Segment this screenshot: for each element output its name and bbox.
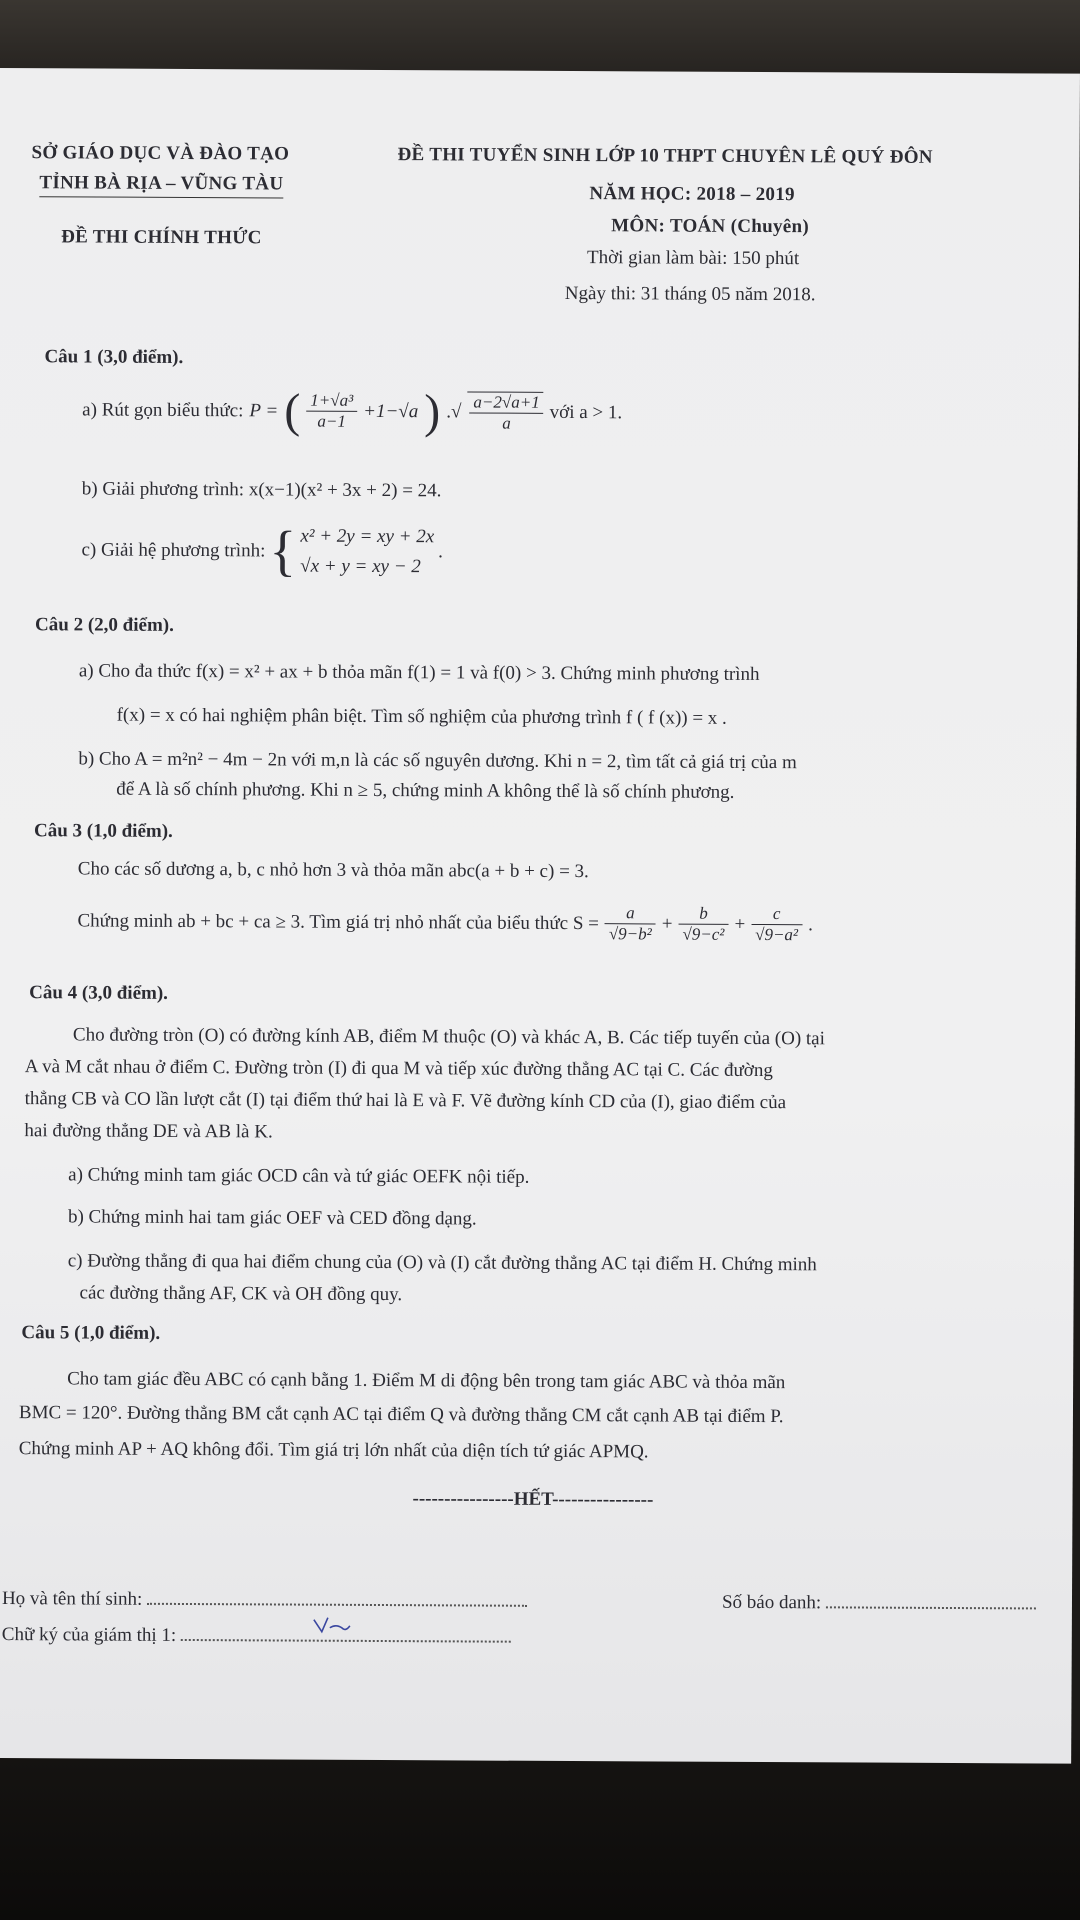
q1-title: Câu 1 (3,0 điểm).	[44, 346, 184, 368]
q1-a-P: P =	[249, 399, 279, 421]
left-paren: (	[284, 384, 301, 438]
q3-f2-num: b	[679, 904, 729, 925]
q4-title: Câu 4 (3,0 điểm).	[29, 982, 169, 1004]
supervisor-sig-label: Chữ ký của giám thị 1:	[1, 1624, 177, 1646]
q1-c-eq2: √x + y = xy − 2	[300, 555, 421, 578]
q5-p2: BMC = 120°. Đường thẳng BM cắt cạnh AC tại điểm Q và đường thẳng CM cắt cạnh AB tại điểm P.	[18, 1402, 784, 1428]
q3-frac1	[605, 903, 656, 944]
q4-a: a) Chứng minh tam giác OCD cân và tứ giác OEFK nội tiếp.	[68, 1164, 530, 1188]
q3-f2-den: √9−c²	[682, 924, 725, 944]
exam-title: ĐỀ THI TUYỂN SINH LỚP 10 THPT CHUYÊN LÊ QUÝ ĐÔN	[397, 144, 933, 168]
candidate-name-label: Họ và tên thí sinh:	[1, 1588, 143, 1610]
dept-line1: SỞ GIÁO DỤC VÀ ĐÀO TẠO	[31, 142, 290, 165]
q1-a-sqrt-num: a−2√a+1	[469, 392, 543, 413]
q4-p2: A và M cắt nhau ở điểm C. Đường tròn (I) đi qua M và tiếp xúc đường thẳng AC tại C. Các đường	[24, 1056, 773, 1082]
duration: Thời gian làm bài: 150 phút	[586, 247, 800, 270]
q5-title: Câu 5 (1,0 điểm).	[21, 1322, 161, 1344]
candidate-number-row	[722, 1592, 1036, 1616]
q4-p3: thẳng CB và CO lần lượt cắt (I) tại điểm thứ hai là E và F. Vẽ đường kính CD của (I), giao điểm của	[24, 1088, 787, 1114]
q3-line2-text: Chứng minh ab + bc + ca ≥ 3. Tìm giá trị nhỏ nhất của biểu thức S =	[77, 909, 599, 934]
q1-a: a) Rút gọn biểu thức: P = ( $\frac{\text{1+√a³}}{a-1}$ +1−√a ) .√ $\frac{a-2√a+1}{a}$ với a > 1.	[82, 384, 623, 439]
q4-c1: c) Đường thẳng đi qua hai điểm chung của (O) và (I) cắt đường thẳng AC tại điểm H. Chứng minh	[67, 1250, 817, 1276]
q2-a-line2: f(x) = x có hai nghiệm phân biệt. Tìm số nghiệm của phương trình f ( f (x)) = x .	[116, 704, 727, 729]
dept-line2: TỈNH BÀ RỊA – VŨNG TÀU	[39, 172, 283, 198]
q1-a-frac-den: a−1	[317, 411, 346, 431]
q1-a-frac	[306, 391, 357, 432]
end-marker: ----------------HẾT----------------	[412, 1488, 654, 1511]
q1-a-label: a) Rút gọn biểu thức:	[82, 398, 244, 421]
q1-a-frac-num: 1+√a³	[306, 391, 357, 412]
q1-c: c) Giải hệ phương trình: { x² + 2y = xy + 2x √x + y = xy − 2 .	[81, 520, 443, 583]
q3-frac2	[678, 904, 728, 945]
exam-paper	[0, 68, 1080, 1764]
q3-f1-den: √9−b²	[608, 924, 652, 944]
background-bottom	[0, 1740, 1080, 1920]
candidate-number-label: Số báo danh:	[721, 1591, 822, 1614]
candidate-number-field	[826, 1606, 1036, 1609]
q1-c-label: c) Giải hệ phương trình:	[81, 539, 266, 562]
right-paren: )	[424, 385, 441, 439]
q3-line2: Chứng minh ab + bc + ca ≥ 3. Tìm giá trị nhỏ nhất của biểu thức S = $\frac{a}{\text{√9−b²}}$ + $\frac{b}{\text{√9−c²}}$ + $\frac{c}{\text{√9−a²}}$ .	[77, 903, 813, 945]
q1-a-cond: với a > 1.	[549, 401, 623, 423]
candidate-name-field	[147, 1603, 527, 1607]
q1-c-system	[300, 522, 434, 583]
q1-a-sqrt	[467, 391, 544, 433]
q3-f3-num: c	[751, 904, 802, 925]
q3-line1: Cho các số dương a, b, c nhỏ hơn 3 và thỏa mãn abc(a + b + c) = 3.	[77, 858, 589, 883]
q5-p3: Chứng minh AP + AQ không đổi. Tìm giá trị lớn nhất của diện tích tứ giác APMQ.	[18, 1438, 649, 1463]
q4-p1: Cho đường tròn (O) có đường kính AB, điểm M thuộc (O) và khác A, B. Các tiếp tuyến của (O) tại	[72, 1024, 825, 1050]
supervisor-sig-field	[181, 1639, 511, 1643]
q5-p1: Cho tam giác đều ABC có cạnh bằng 1. Điểm M di động bên trong tam giác ABC và thỏa mãn	[67, 1368, 786, 1394]
q3-f1-num: a	[605, 903, 656, 924]
q4-c2: các đường thẳng AF, CK và OH đồng quy.	[79, 1282, 403, 1306]
q1-b: b) Giải phương trình: x(x−1)(x² + 3x + 2) = 24.	[81, 478, 442, 502]
q1-a-rest: +1−√a	[363, 400, 419, 422]
q3-f3-den: √9−a²	[755, 924, 799, 945]
q2-a-line1: a) Cho đa thức f(x) = x² + ax + b thỏa mãn f(1) = 1 và f(0) > 3. Chứng minh phương trình	[78, 660, 760, 685]
system-brace: {	[269, 520, 297, 583]
q3-frac3	[751, 904, 802, 945]
q4-p4: hai đường thẳng DE và AB là K.	[24, 1120, 273, 1143]
exam-date: Ngày thi: 31 tháng 05 năm 2018.	[564, 282, 816, 306]
candidate-name-row	[2, 1588, 527, 1613]
q4-b: b) Chứng minh hai tam giác OEF và CED đồng dạng.	[67, 1206, 477, 1230]
q1-c-eq1: x² + 2y = xy + 2x	[300, 525, 435, 548]
supervisor-sig-row	[2, 1624, 511, 1649]
q2-b-line2: để A là số chính phương. Khi n ≥ 5, chứng minh A không thể là số chính phương.	[116, 778, 735, 803]
q2-title: Câu 2 (2,0 điểm).	[35, 614, 174, 636]
official-label: ĐỀ THI CHÍNH THỨC	[61, 226, 262, 249]
q2-b-line1: b) Cho A = m²n² − 4m − 2n với m,n là các số nguyên dương. Khi n = 2, tìm tất cả giá trị của m	[78, 748, 797, 774]
subject: MÔN: TOÁN (Chuyên)	[611, 215, 810, 238]
q3-title: Câu 3 (1,0 điểm).	[33, 820, 173, 842]
q1-a-sqrt-den: a	[502, 413, 511, 433]
school-year: NĂM HỌC: 2018 – 2019	[589, 183, 795, 206]
signature-mark	[312, 1614, 352, 1638]
